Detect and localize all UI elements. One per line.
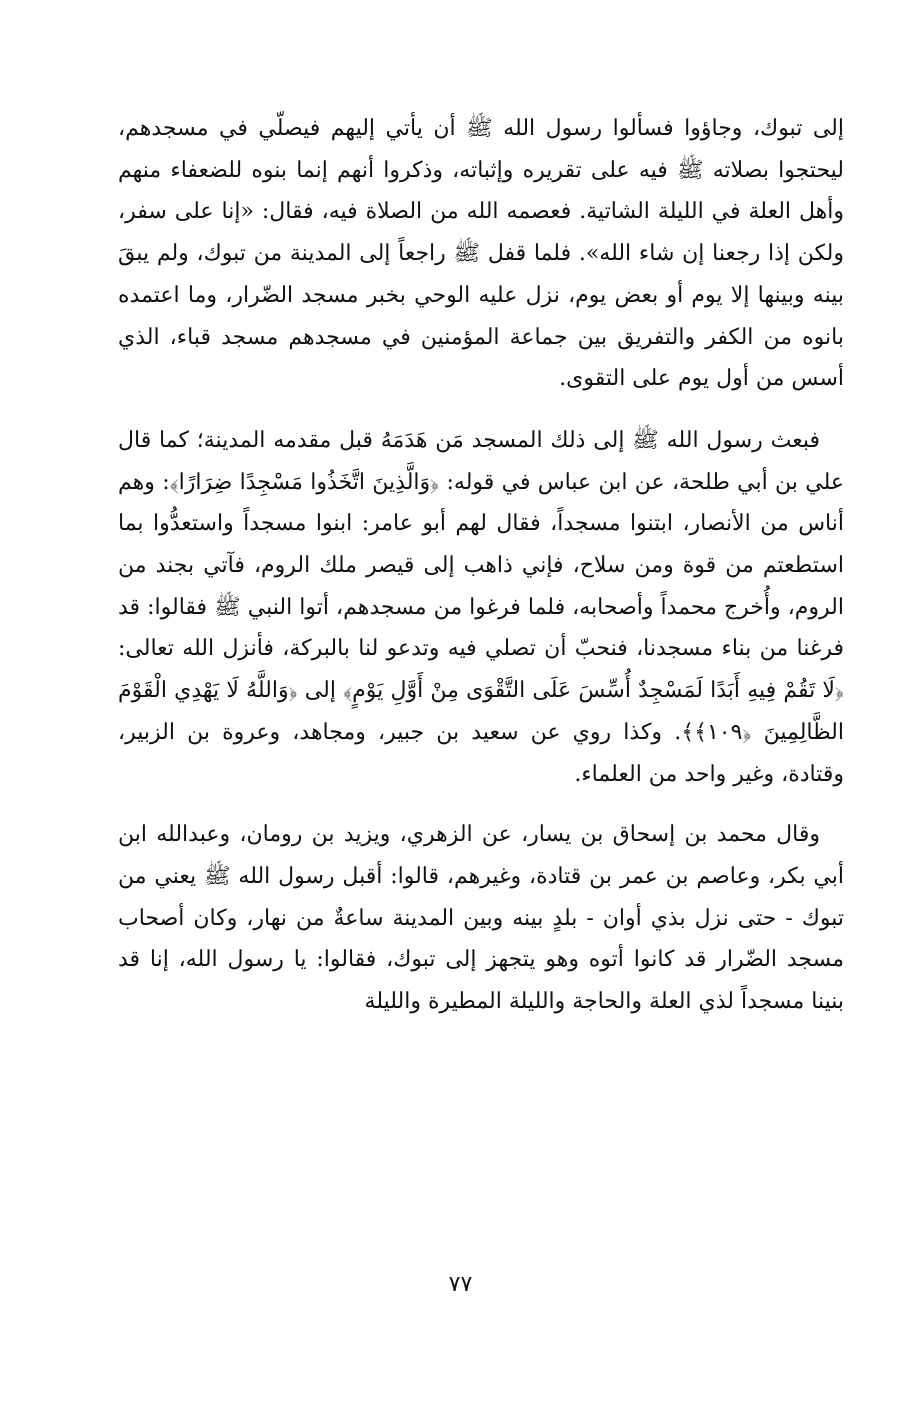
paragraph-1: إلى تبوك، وجاؤوا فسألوا رسول الله ﷺ أن يأتي إليهم فيصلّي في مسجدهم، ليحتجوا بصلاته ﷺ فيه على تقريره وإثباته، وذكروا أنهم إنما بنوه للضعفاء منهم وأهل العلة في الليلة الشاتية. فعصمه الله من الصلاة فيه، فقال: «إنا على سفر، ولكن إذا رجعنا إن شاء الله». فلما قفل ﷺ راجعاً إلى المدينة من تبوك، ولم يبقَ بينه وبينها إلا يوم أو بعض يوم، نزل عليه الوحي بخبر مسجد الضّرار، وما اعتمده بانوه من الكفر والتفريق بين جماعة المؤمنين في مسجدهم مسجد قباء، الذي أسس من أول يوم على التقوى. [118,116,844,392]
page-number: ٧٧ [448,1272,473,1297]
page-body-text [118,108,844,1023]
paragraph-3: وقال محمد بن إسحاق بن يسار، عن الزهري، ويزيد بن رومان، وعبدالله ابن أبي بكر، وعاصم بن عمر بن قتادة، وغيرهم، قالوا: أقبل رسول الله ﷺ يعني من تبوك - حتى نزل بذي أوان - بلدٍ بينه وبين المدينة ساعةٌ من نهار، وكان أصحاب مسجد الضّرار قد كانوا أتوه وهو يتجهز إلى تبوك، فقالوا: يا رسول الله، إنا قد بنينا مسجداً لذي العلة والحاجة والليلة المطيرة والليلة [118,822,844,1015]
paragraph-2: فبعث رسول الله ﷺ إلى ذلك المسجد مَن هَدَمَهُ قبل مقدمه المدينة؛ كما قال علي بن أبي طلحة، عن ابن عباس في قوله: ﴿وَالَّذِينَ اتَّخَذُوا مَسْجِدًا ضِرَارًا﴾: وهم أناس من الأنصار، ابتنوا مسجداً، فقال لهم أبو عامر: ابنوا مسجداً واستعدُّوا بما استطعتم من قوة ومن سلاح، فإني ذاهب إلى قيصر ملك الروم، فآتي بجند من الروم، وأُخرج محمداً وأصحابه، فلما فرغوا من مسجدهم، أتوا النبي ﷺ فقالوا: قد فرغنا من بناء مسجدنا، فنحبّ أن تصلي فيه وتدعو لنا بالبركة، فأنزل الله تعالى: ﴿لَا تَقُمْ فِيهِ أَبَدًا لَمَسْجِدٌ أُسِّسَ عَلَى التَّقْوَى مِنْ أَوَّلِ يَوْمٍ﴾ إلى ﴿وَاللَّهُ لَا يَهْدِي الْقَوْمَ الظَّالِمِينَ ﴿١٠٩﴾﴾. وكذا روي عن سعيد بن جبير، ومجاهد، وعروة بن الزبير، وقتادة، وغير واحد من العلماء. [118,427,845,787]
